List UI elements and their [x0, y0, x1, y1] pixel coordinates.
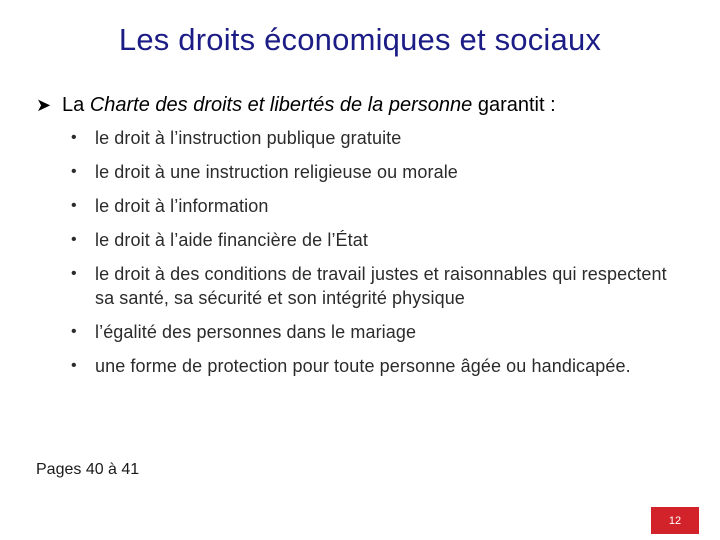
- list-item-text: le droit à une instruction religieuse ou morale: [95, 162, 458, 182]
- intro-charter-title: Charte des droits et libertés de la personne: [89, 94, 473, 116]
- bullet-icon: •: [71, 231, 77, 248]
- intro-line: [36, 92, 696, 118]
- bullet-icon: •: [71, 163, 77, 180]
- list-item: [71, 354, 691, 378]
- list-item-text: le droit à des conditions de travail justes et raisonnables qui respectent sa santé, sa sécurité et son intégrité physique: [95, 264, 667, 308]
- rights-list: [71, 126, 691, 388]
- list-item: [71, 228, 691, 252]
- list-item-text: le droit à l’instruction publique gratuite: [95, 128, 402, 148]
- arrow-right-icon: ➤: [36, 95, 52, 115]
- page-reference: Pages 40 à 41: [36, 461, 140, 478]
- list-item: [71, 160, 691, 184]
- bullet-icon: •: [71, 197, 77, 214]
- list-item: [71, 320, 691, 344]
- page-number: 12: [668, 514, 682, 527]
- list-item-text: une forme de protection pour toute personne âgée ou handicapée.: [95, 356, 631, 376]
- intro-text: [62, 92, 556, 118]
- list-item-text: le droit à l’information: [95, 196, 269, 216]
- intro-prefix: La: [62, 94, 90, 116]
- list-item-text: le droit à l’aide financière de l’État: [95, 230, 368, 250]
- list-item: [71, 126, 691, 150]
- list-item: [71, 194, 691, 218]
- bullet-icon: •: [71, 357, 77, 374]
- page-number-badge: [651, 507, 699, 534]
- list-item-text: l’égalité des personnes dans le mariage: [95, 322, 417, 342]
- bullet-icon: •: [71, 129, 77, 146]
- list-item: [71, 262, 691, 310]
- bullet-icon: •: [71, 323, 77, 340]
- intro-suffix: garantit :: [472, 94, 556, 116]
- slide-title: Les droits économiques et sociaux: [118, 22, 602, 57]
- bullet-icon: •: [71, 265, 77, 282]
